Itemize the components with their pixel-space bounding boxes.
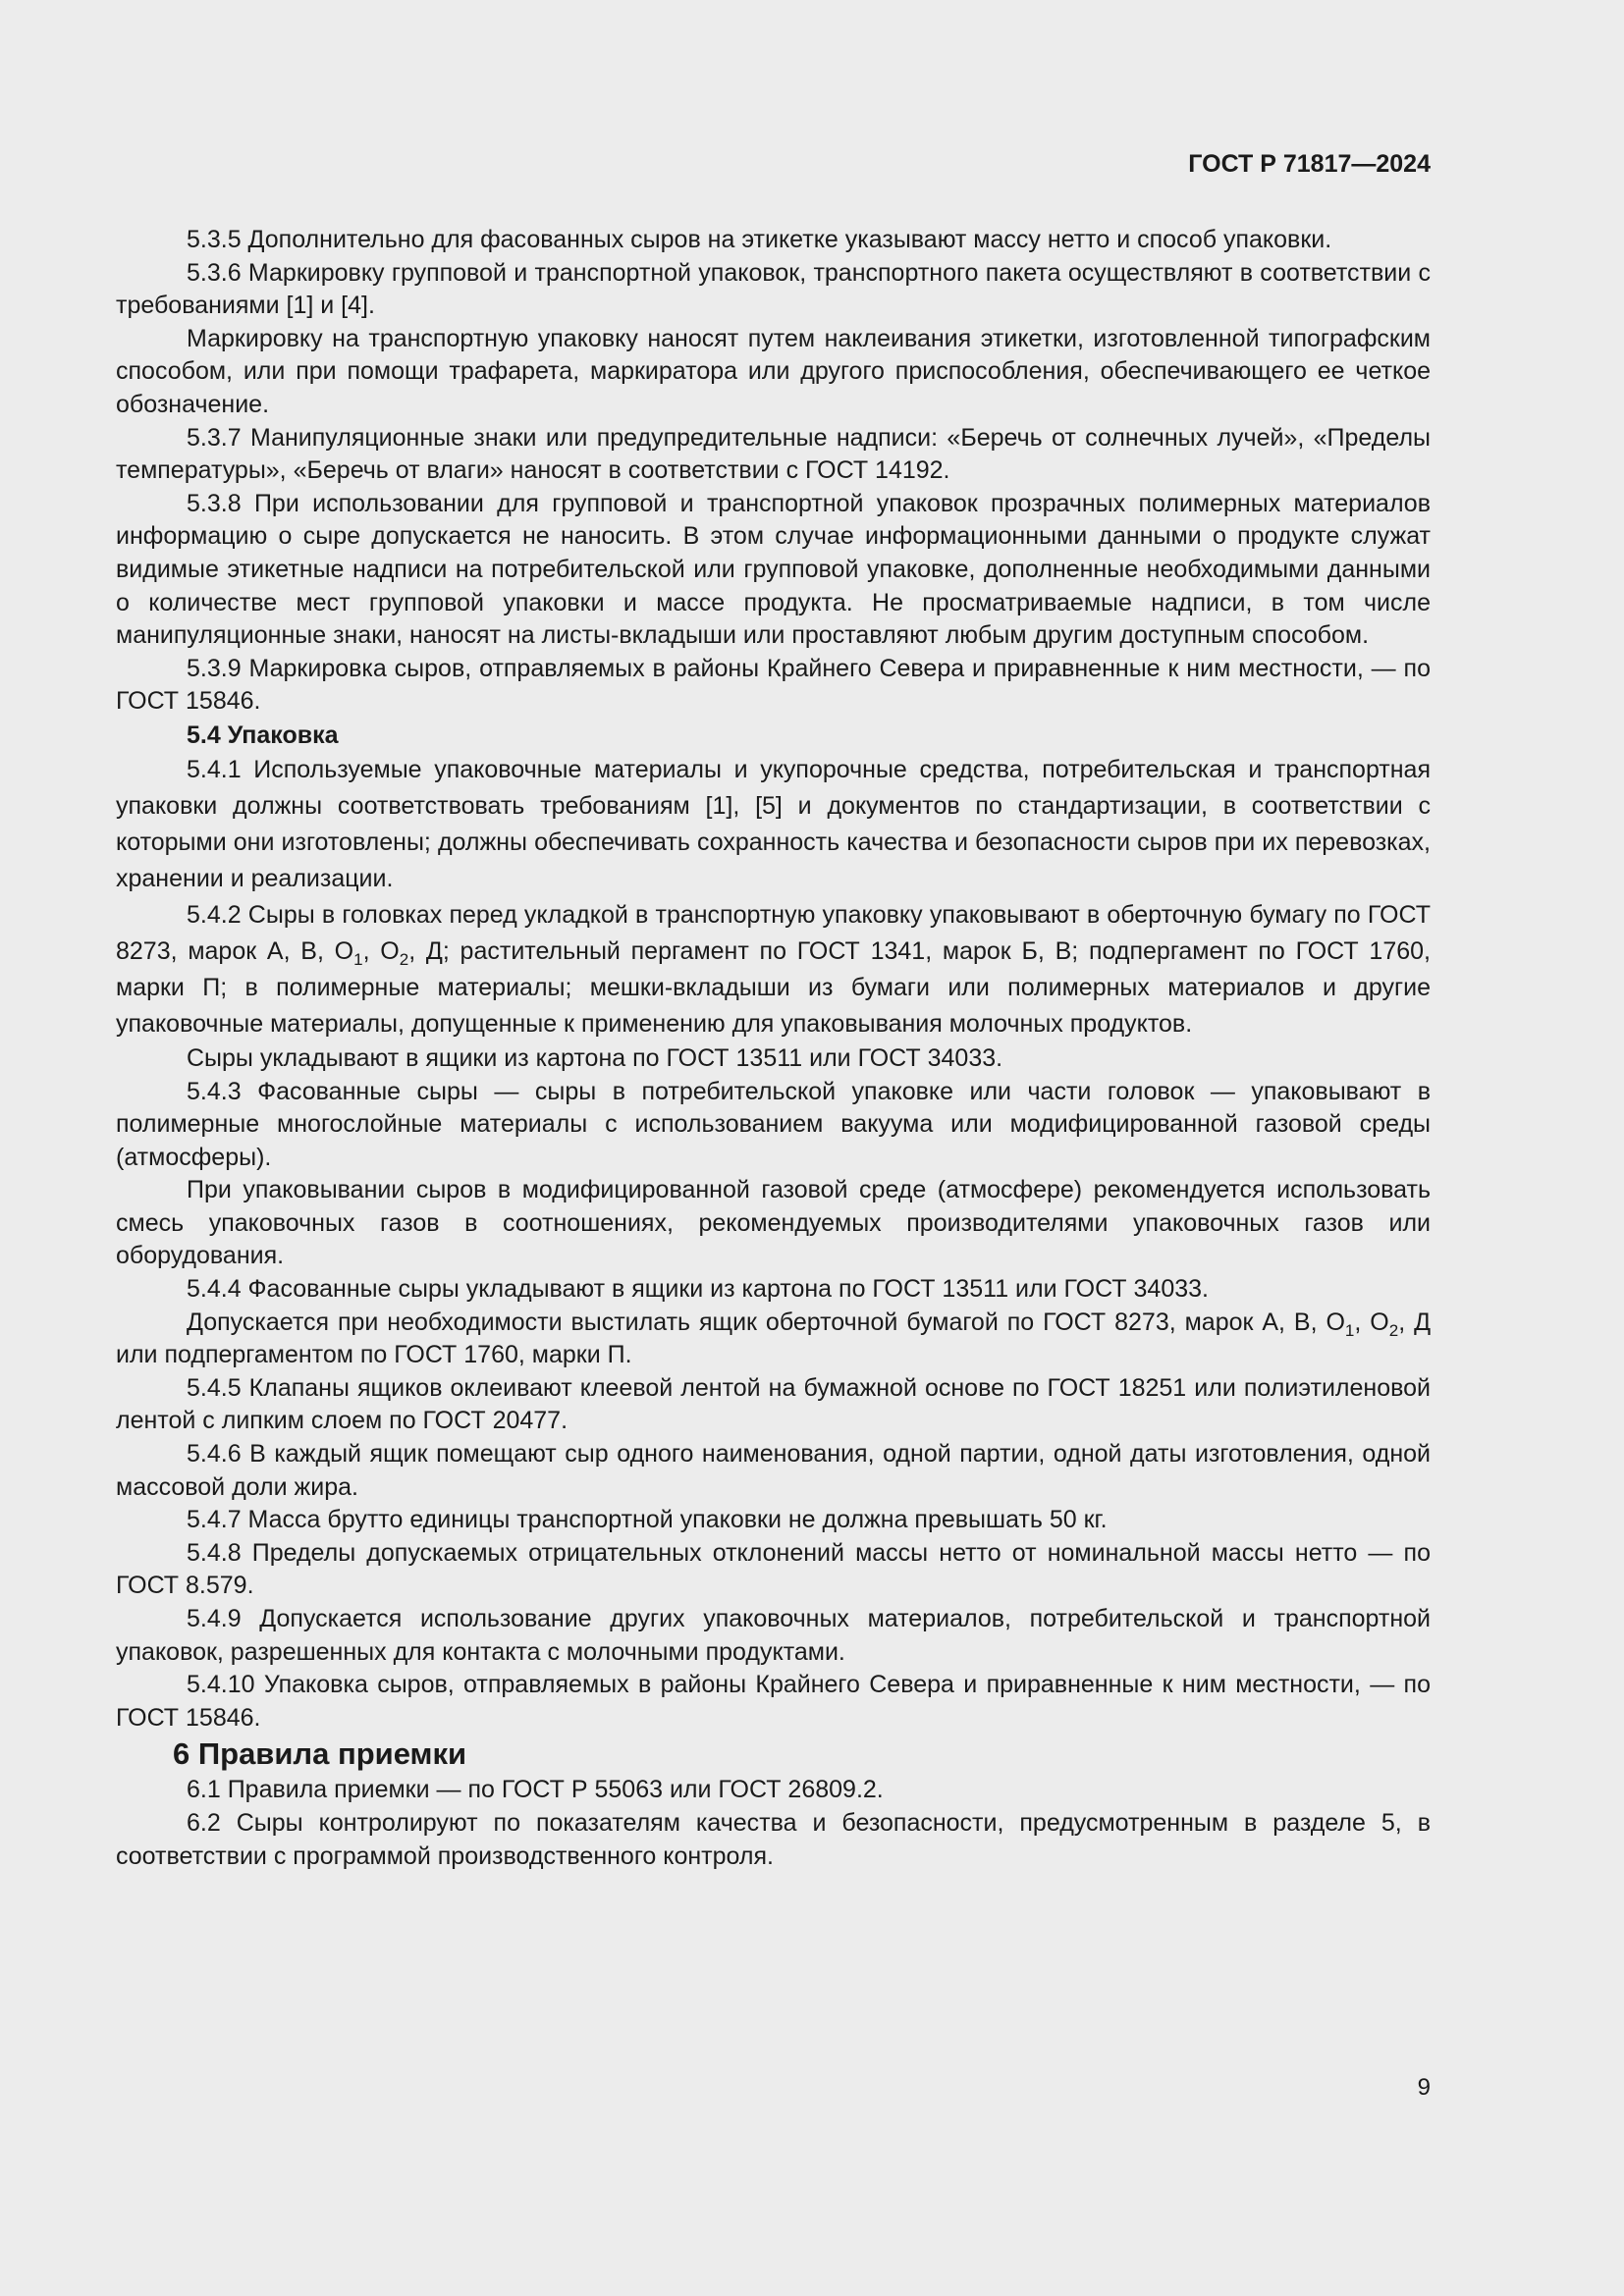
paragraph-5-3-6: 5.3.6 Маркировку групповой и транспортной упаковок, транспортного пакета осуществляют в соответствии с требованиями [1] и [4]. — [116, 258, 1431, 320]
paragraph-5-4-4-text-a: Допускается при необходимости выстилать ящик оберточной бумагой по ГОСТ 8273, марок А, В, О — [187, 1308, 1345, 1336]
paragraph-5-4-5: 5.4.5 Клапаны ящиков оклеивают клеевой лентой на бумажной основе по ГОСТ 18251 или полиэтиленовой лентой с липким слоем по ГОСТ 20477. — [116, 1373, 1431, 1435]
paragraph-5-4-2 — [116, 897, 1431, 1042]
paragraph-5-4-6: 5.4.6 В каждый ящик помещают сыр одного наименования, одной партии, одной даты изготовления, одной массовой доли жира. — [116, 1440, 1431, 1501]
subscript-2: 2 — [399, 949, 409, 969]
paragraph-5-4-1: 5.4.1 Используемые упаковочные материалы и укупорочные средства, потребительская и транспортная упаковки должны соответствовать требованиям [1], [5] и документов по стандартизации, в соответствии с которыми они изготовлены; должны обеспечивать сохранность качества и безопасности сыров при их перевозках, хранении и реализации. — [116, 755, 1431, 892]
paragraph-5-4-9: 5.4.9 Допускается использование других упаковочных материалов, потребительской и транспортной упаковок, разрешенных для контакта с молочными продуктами. — [116, 1605, 1431, 1666]
paragraph-5-4-3-cont: При упаковывании сыров в модифицированной газовой среде (атмосфере) рекомендуется использовать смесь упаковочных газов в соотношениях, рекомендуемых производителями упаковочных газов или оборудования. — [116, 1176, 1431, 1270]
paragraph-5-4-4-text-c: , Д или подпергаментом по ГОСТ 1760, марки П. — [116, 1308, 1431, 1369]
paragraph-5-4-4-text-b: , О — [1354, 1308, 1389, 1336]
paragraph-6-1: 6.1 Правила приемки — по ГОСТ Р 55063 или ГОСТ 26809.2. — [187, 1776, 884, 1804]
paragraph-5-4-4-cont — [116, 1307, 1431, 1372]
page-number: 9 — [1417, 2074, 1431, 2101]
subscript-2: 2 — [1388, 1320, 1399, 1340]
section-heading-5-4: 5.4 Упаковка — [187, 721, 339, 749]
paragraph-5-3-8: 5.3.8 При использовании для групповой и транспортной упаковок прозрачных полимерных материалов информацию о сыре допускается не наносить. В этом случае информационными данными о продукте служат видимые этикетные надписи на потребительской или групповой упаковке, дополненные необходимыми данными о количестве мест групповой упаковки и массе продукта. Не просматриваемые надписи, в том числе манипуляционные знаки, наносят на листы-вкладыши или проставляют любым другим доступным способом. — [116, 489, 1431, 650]
paragraph-5-4-7: 5.4.7 Масса брутто единицы транспортной упаковки не должна превышать 50 кг. — [187, 1506, 1108, 1534]
subscript-1: 1 — [353, 949, 363, 969]
subscript-1: 1 — [1344, 1320, 1355, 1340]
paragraph-5-4-2-text-a: 5.4.2 Сыры в головках перед укладкой в транспортную упаковку упаковывают в оберточную бумагу по ГОСТ 8273, марок А, В, О — [116, 900, 1431, 965]
paragraph-5-3-6-cont: Маркировку на транспортную упаковку наносят путем наклеивания этикетки, изготовленной типографским способом, или при помощи трафарета, маркиратора или другого приспособления, обеспечивающего ее четкое обозначение. — [116, 324, 1431, 418]
paragraph-5-4-3: 5.4.3 Фасованные сыры — сыры в потребительской упаковке или части головок — упаковывают в полимерные многослойные материалы с использованием вакуума или модифицированной газовой среды (атмосферы). — [116, 1077, 1431, 1171]
paragraph-5-4-2-text-b: , О — [362, 936, 400, 965]
paragraph-5-4-2-text-c: , Д; растительный пергамент по ГОСТ 1341, марок Б, В; подпергамент по ГОСТ 1760, марки П; в полимерные материалы; мешки-вкладыши из бумаги или полимерных материалов и другие упаковочные материалы, допущенные к применению для упаковывания молочных продуктов. — [116, 936, 1431, 1038]
document-id-header: ГОСТ Р 71817—2024 — [1188, 150, 1431, 178]
paragraph-5-4-8: 5.4.8 Пределы допускаемых отрицательных отклонений массы нетто от номинальной массы нетто — по ГОСТ 8.579. — [116, 1538, 1431, 1600]
paragraph-6-2: 6.2 Сыры контролируют по показателям качества и безопасности, предусмотренным в разделе 5, в соответствии с программой производственного контроля. — [116, 1808, 1431, 1870]
document-body — [116, 224, 1431, 1873]
paragraph-5-3-7: 5.3.7 Манипуляционные знаки или предупредительные надписи: «Беречь от солнечных лучей», «Пределы температуры», «Беречь от влаги» наносят в соответствии с ГОСТ 14192. — [116, 423, 1431, 485]
paragraph-5-3-9: 5.3.9 Маркировка сыров, отправляемых в районы Крайнего Севера и приравненные к ним местности, — по ГОСТ 15846. — [116, 654, 1431, 716]
paragraph-5-4-10: 5.4.10 Упаковка сыров, отправляемых в районы Крайнего Севера и приравненные к ним местности, — по ГОСТ 15846. — [116, 1671, 1431, 1732]
paragraph-5-4-4: 5.4.4 Фасованные сыры укладывают в ящики из картона по ГОСТ 13511 или ГОСТ 34033. — [187, 1275, 1209, 1304]
paragraph-5-4-2-cont: Сыры укладывают в ящики из картона по ГОСТ 13511 или ГОСТ 34033. — [187, 1043, 1003, 1072]
section-heading-6: 6 Правила приемки — [173, 1736, 467, 1772]
paragraph-5-3-5: 5.3.5 Дополнительно для фасованных сыров на этикетке указывают массу нетто и способ упаковки. — [187, 226, 1332, 253]
